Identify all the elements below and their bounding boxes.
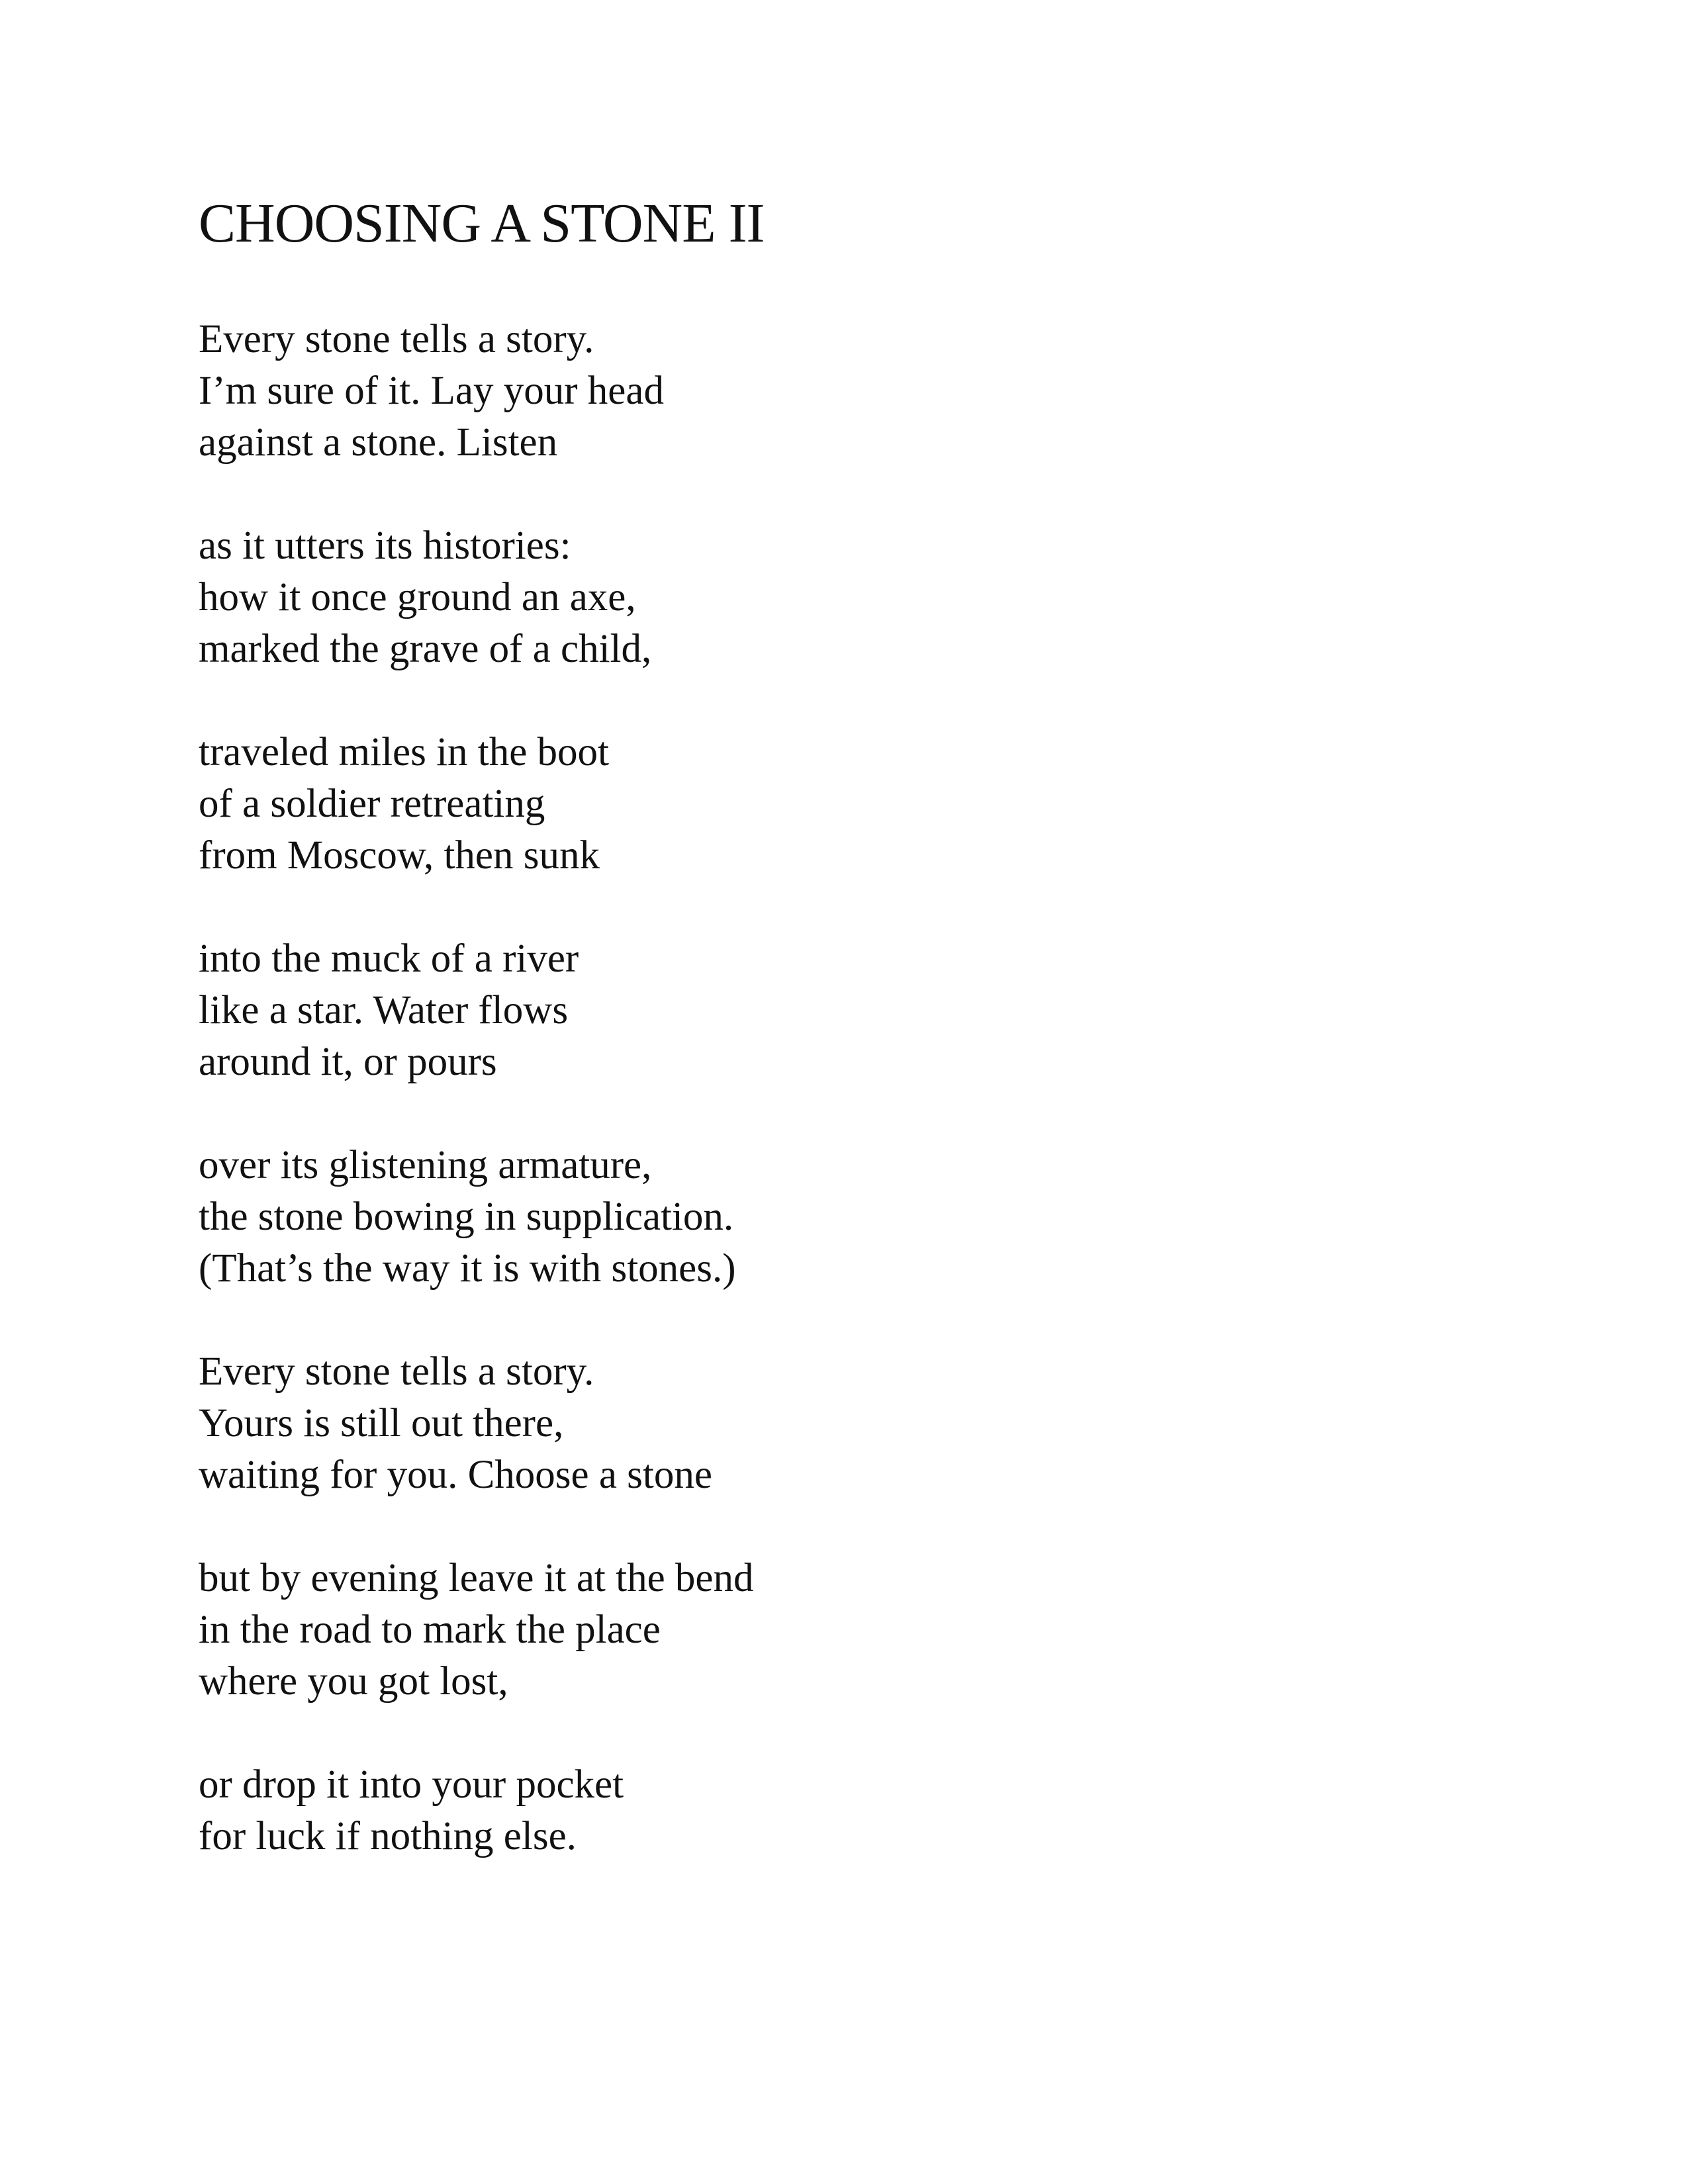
poem-line: around it, or pours xyxy=(199,1040,497,1084)
poem-line: as it utters its histories: xyxy=(199,523,571,568)
stanza-1 xyxy=(199,314,1456,469)
poem-line: where you got lost, xyxy=(199,1659,508,1704)
poem-line: the stone bowing in supplication. xyxy=(199,1195,734,1239)
poem-line: over its glistening armature, xyxy=(199,1143,652,1187)
poem-page xyxy=(199,0,1523,2184)
poem-line: marked the grave of a child, xyxy=(199,627,652,671)
poem-line: from Moscow, then sunk xyxy=(199,833,600,878)
poem-line: or drop it into your pocket xyxy=(199,1762,624,1807)
poem-line: for luck if nothing else. xyxy=(199,1814,577,1858)
poem-line: into the muck of a river xyxy=(199,936,579,981)
stanza-7 xyxy=(199,1553,1456,1707)
poem-title: CHOOSING A STONE II xyxy=(199,193,765,254)
poem-line: in the road to mark the place xyxy=(199,1608,661,1652)
poem-line: I’m sure of it. Lay your head xyxy=(199,369,664,413)
stanza-3 xyxy=(199,727,1456,882)
poem-line: Every stone tells a story. xyxy=(199,317,594,361)
stanza-2 xyxy=(199,520,1456,675)
poem-body xyxy=(199,314,1456,1914)
poem-line: Every stone tells a story. xyxy=(199,1349,594,1394)
poem-line: but by evening leave it at the bend xyxy=(199,1556,754,1600)
poem-line: of a soldier retreating xyxy=(199,782,545,826)
stanza-4 xyxy=(199,933,1456,1088)
stanza-5 xyxy=(199,1140,1456,1295)
poem-line: how it once ground an axe, xyxy=(199,575,636,619)
poem-line: traveled miles in the boot xyxy=(199,730,610,774)
stanza-8 xyxy=(199,1759,1456,1862)
poem-line: like a star. Water flows xyxy=(199,988,569,1032)
poem-line: (That’s the way it is with stones.) xyxy=(199,1246,736,1291)
poem-line: Yours is still out there, xyxy=(199,1401,564,1445)
poem-line: against a stone. Listen xyxy=(199,420,558,465)
stanza-6 xyxy=(199,1346,1456,1501)
poem-line: waiting for you. Choose a stone xyxy=(199,1453,712,1497)
